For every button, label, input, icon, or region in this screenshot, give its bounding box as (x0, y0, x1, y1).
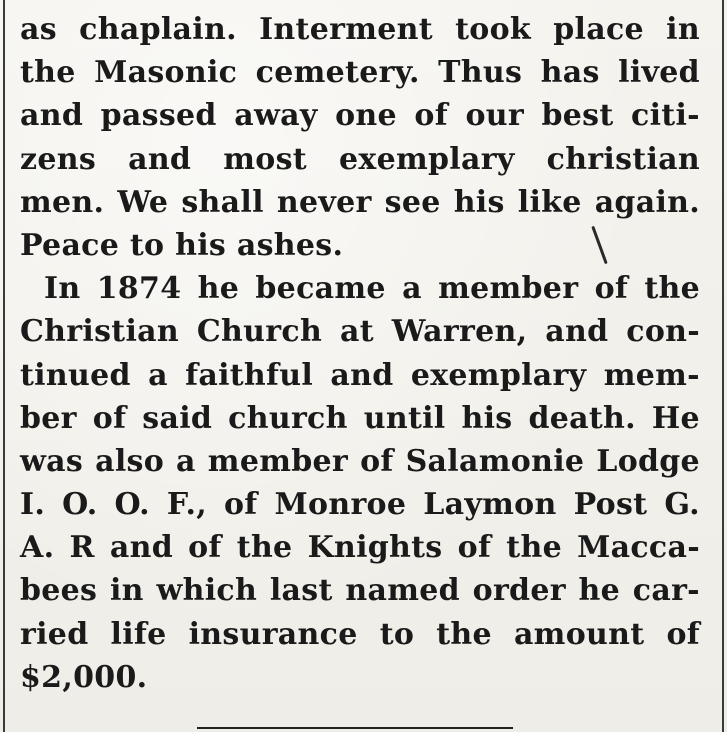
word: con- (626, 314, 700, 350)
word: O. (114, 487, 150, 523)
word: R (69, 530, 95, 566)
text-line: $2,000. (20, 659, 148, 695)
word: our (465, 98, 524, 134)
word: and (545, 314, 609, 350)
word: see (384, 184, 441, 220)
word: never (276, 184, 372, 220)
word: like (517, 184, 582, 220)
word: In (44, 271, 81, 307)
word: Warren, (391, 314, 528, 350)
text-line (20, 310, 700, 353)
section-divider (197, 727, 513, 729)
word: O. (62, 487, 98, 523)
word: he (578, 573, 621, 609)
text-line (20, 94, 700, 137)
word: became (255, 271, 386, 307)
left-column-rule (3, 0, 5, 732)
word: faithful (185, 357, 314, 393)
text-line (20, 483, 700, 526)
word: citi- (631, 98, 700, 134)
word: was (20, 443, 84, 479)
word: away (234, 98, 318, 134)
text-line (20, 526, 700, 569)
word: his (461, 400, 513, 436)
word: death. (528, 400, 636, 436)
word: We (117, 184, 169, 220)
word: named (345, 573, 460, 609)
word: most (223, 141, 307, 177)
word: the (236, 530, 293, 566)
word: member (207, 443, 349, 479)
text-line: Peace to his ashes. (20, 227, 344, 263)
word: Macca- (577, 530, 700, 566)
word: Lodge (596, 443, 700, 479)
text-line (20, 613, 700, 656)
word: Post (573, 487, 648, 523)
word: ber (20, 400, 77, 436)
text-line (20, 397, 700, 440)
word: the (644, 271, 700, 307)
word: which (156, 573, 258, 609)
text-line (20, 181, 700, 224)
word: tinued (20, 357, 131, 393)
word: he (197, 271, 240, 307)
word: and (109, 530, 173, 566)
word: shall (181, 184, 264, 220)
word: took (455, 12, 531, 47)
word: Laymon (423, 487, 557, 523)
word: christian (546, 141, 700, 177)
word: exemplary (410, 357, 587, 393)
word: and (20, 98, 84, 134)
word: of (457, 530, 492, 566)
word: He (651, 400, 700, 436)
word: insurance (188, 616, 358, 652)
word: bees (20, 573, 98, 609)
paragraph-start-line (20, 267, 700, 310)
word: of (594, 271, 629, 307)
word: Masonic (94, 55, 238, 91)
right-column-rule (722, 0, 724, 732)
text-line (20, 569, 700, 612)
word: of (360, 443, 394, 479)
word: and (128, 141, 192, 177)
word: Salamonie (405, 443, 585, 479)
word: the (436, 616, 492, 652)
word: again. (594, 184, 700, 220)
word: to (379, 616, 415, 652)
word: also (95, 443, 165, 479)
word: church (228, 400, 348, 436)
word: of (92, 400, 127, 436)
text-line (20, 51, 700, 94)
word: Monroe (274, 487, 407, 523)
word: of (224, 487, 258, 523)
text-line (20, 8, 700, 51)
word: member (438, 271, 579, 307)
word: last (269, 573, 333, 609)
word: order (472, 573, 566, 609)
word: a (402, 271, 422, 307)
text-line (20, 440, 700, 483)
word: Christian (20, 314, 179, 350)
word: cemetery. (255, 55, 420, 91)
word: car- (632, 573, 700, 609)
word: and (330, 357, 394, 393)
word: Church (196, 314, 323, 350)
word: 1874 (96, 271, 182, 307)
word: said (142, 400, 213, 436)
word: the (20, 55, 76, 91)
word: ried (20, 616, 89, 652)
word: exemplary (339, 141, 515, 177)
word: G. (664, 487, 700, 523)
word: of (666, 616, 700, 652)
word: Interment (259, 12, 433, 47)
word: his (453, 184, 505, 220)
word: best (541, 98, 614, 134)
word: place (553, 12, 644, 47)
word: at (339, 314, 374, 350)
word: one (335, 98, 397, 134)
text-line (20, 354, 700, 397)
word: of (188, 530, 222, 566)
word: Knights (307, 530, 443, 566)
word: chaplain. (79, 12, 237, 47)
article-body (20, 8, 700, 699)
word: mem- (603, 357, 700, 393)
word: I. (20, 487, 46, 523)
word: life (110, 616, 167, 652)
word: F., (166, 487, 207, 523)
word: in (666, 12, 700, 47)
word: lived (618, 55, 700, 91)
word: Thus (438, 55, 523, 91)
word: as (20, 12, 57, 47)
text-line (20, 138, 700, 181)
word: until (363, 400, 446, 436)
word: passed (100, 98, 217, 134)
word: zens (20, 141, 97, 177)
word: A. (20, 530, 55, 566)
word: has (540, 55, 600, 91)
word: in (109, 573, 144, 609)
word: the (506, 530, 562, 566)
word: of (414, 98, 448, 134)
word: amount (513, 616, 645, 652)
word: a (148, 357, 168, 393)
word: men. (20, 184, 105, 220)
word: a (176, 443, 196, 479)
